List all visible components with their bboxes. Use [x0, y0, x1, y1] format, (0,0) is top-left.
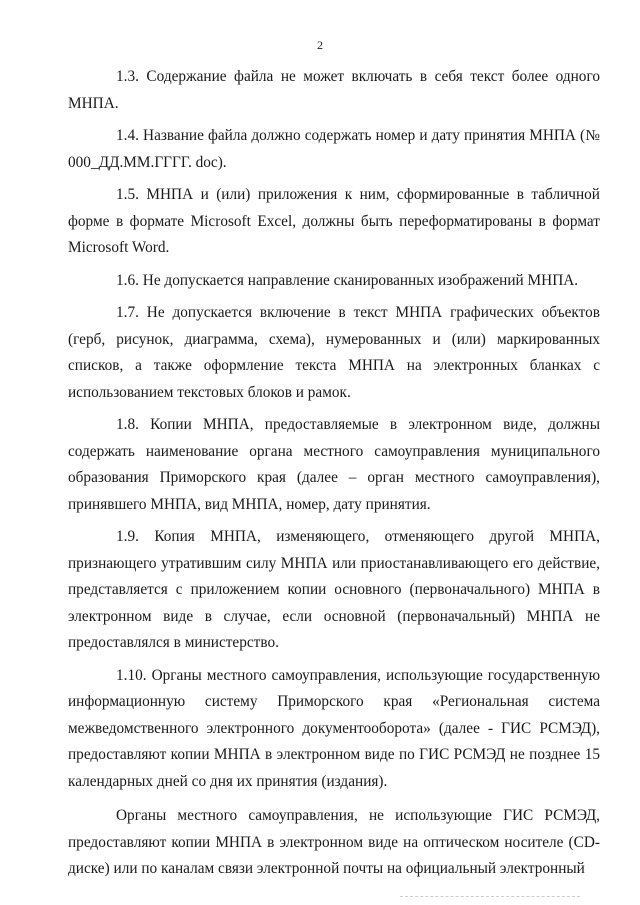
paragraph-1-9: 1.9. Копия МНПА, изменяющего, отменяющего другой МНПА, признающего утратившим силу МНПА или приостанавливающего его действие, представляется с приложением копии основного (первоначального) МНПА в электронном виде в случае, если основной (первоначальный) МНПА не предоставлялся в министерство. [68, 528, 600, 651]
page-number: 2 [317, 38, 323, 52]
paragraph-1-6: 1.6. Не допускается направление сканированных изображений МНПА. [116, 271, 579, 289]
scan-artifact-line [400, 896, 580, 897]
paragraph-1-4: 1.4. Название файла должно содержать номер и дату принятия МНПА (№ 000_ДД.ММ.ГГГГ. doc). [68, 127, 600, 171]
document-body [68, 64, 600, 889]
paragraph-1-3: 1.3. Содержание файла не может включать в себя текст более одного МНПА. [68, 68, 600, 112]
paragraph-continuation: Органы местного самоуправления, не использующие ГИС РСМЭД, предоставляют копии МНПА в электронном виде на оптическом носителе (CD-диске) или по каналам связи электронной почты на официальный электронный [68, 807, 600, 877]
paragraph-1-10: 1.10. Органы местного самоуправления, использующие государственную информационную систему Приморского края «Региональная система межведомственного электронного документооборота» (далее - ГИС РСМЭД), предоставляют копии МНПА в электронном виде по ГИС РСМЭД не позднее 15 календарных дней со дня их принятия (издания). [68, 666, 600, 790]
paragraph-1-7: 1.7. Не допускается включение в текст МНПА графических объектов (герб, рисунок, диаграмма, схема), нумерованных и (или) маркированных списков, а также оформление текста МНПА на электронных бланках с использованием текстовых блоков и рамок. [68, 304, 600, 401]
paragraph-1-5: 1.5. МНПА и (или) приложения к ним, сформированные в табличной форме в формате Microsoft Excel, должны быть переформатированы в формат Microsoft Word. [68, 186, 600, 256]
paragraph-1-8: 1.8. Копии МНПА, предоставляемые в электронном виде, должны содержать наименование органа местного самоуправления муниципального образования Приморского края (далее – орган местного самоуправления), принявшего МНПА, вид МНПА, номер, дату принятия. [68, 416, 600, 513]
